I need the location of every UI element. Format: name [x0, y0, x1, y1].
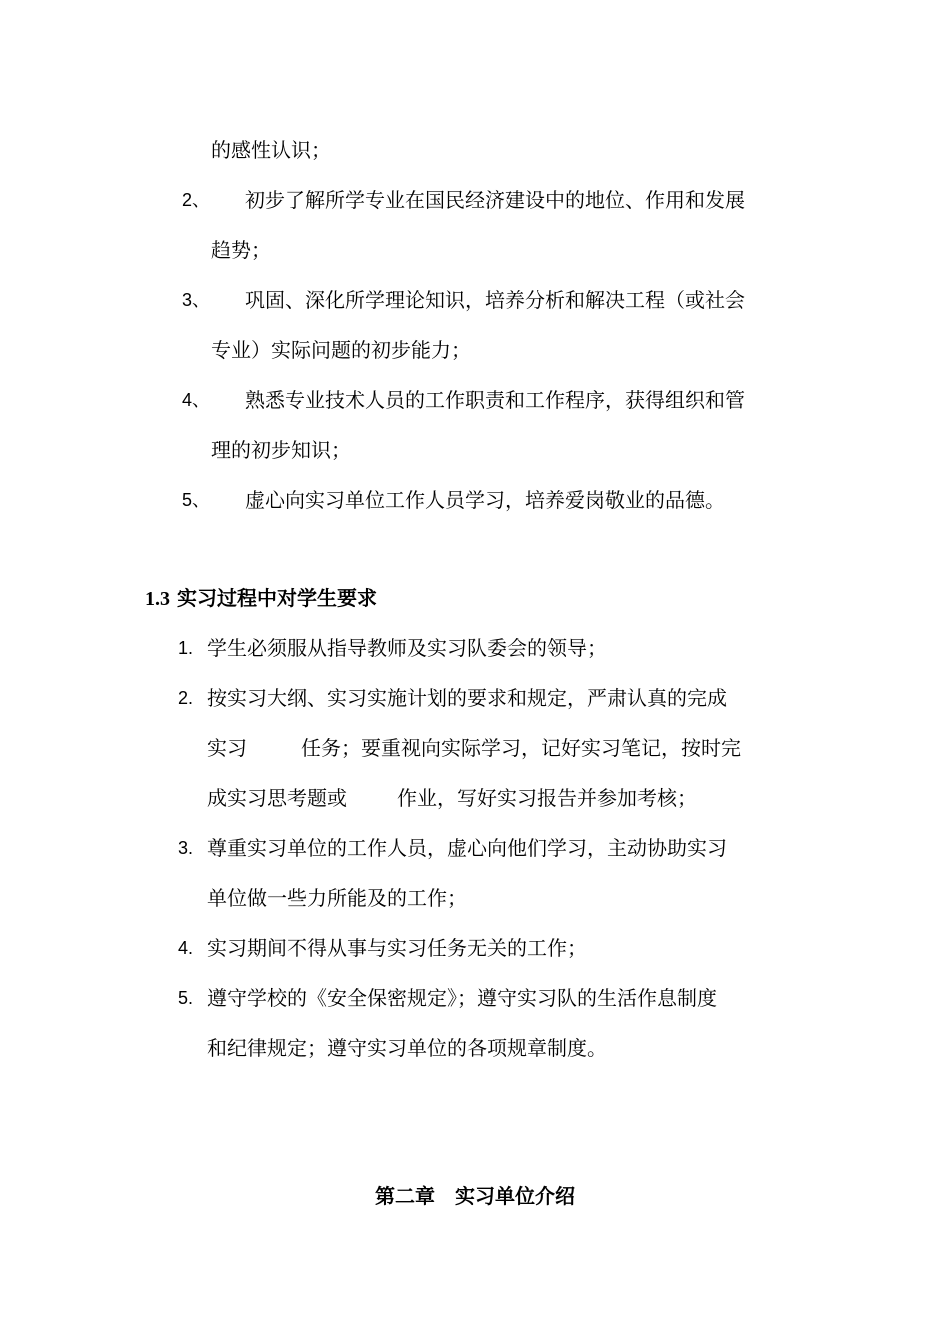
- list-b-item5-number: 5.: [178, 988, 194, 1008]
- chapter-2-heading: 第二章 实习单位介绍: [375, 1184, 575, 1208]
- list-a-item2-line1: 初步了解所学专业在国民经济建设中的地位、作用和发展: [245, 188, 745, 212]
- list-b-item4-number: 4.: [178, 938, 194, 958]
- section-number: 1.3: [145, 588, 170, 610]
- list-a-item3-number: 3、: [182, 290, 211, 310]
- list-b-item3-line2: 单位做一些力所能及的工作；: [207, 886, 467, 910]
- list-a-item1-continuation: 的感性认识；: [211, 138, 331, 162]
- list-a-item4-line1: 熟悉专业技术人员的工作职责和工作程序，获得组织和管: [245, 388, 745, 412]
- list-b-item1-number: 1.: [178, 638, 194, 658]
- list-a-item4-number: 4、: [182, 390, 211, 410]
- list-b-item5-line1: 遵守学校的《安全保密规定》；遵守实习队的生活作息制度: [207, 986, 717, 1010]
- list-b-item2-line2b: 任务；要重视向实际学习，记好实习笔记，按时完: [301, 736, 741, 760]
- list-b-item2-line3b: 作业，写好实习报告并参加考核；: [397, 786, 697, 810]
- section-heading-1-3: [145, 584, 377, 613]
- list-b-item1-line1: 学生必须服从指导教师及实习队委会的领导；: [207, 636, 607, 660]
- list-b-item4-line1: 实习期间不得从事与实习任务无关的工作；: [207, 936, 587, 960]
- section-title: 实习过程中对学生要求: [176, 586, 377, 610]
- list-a-item4-line2: 理的初步知识；: [211, 438, 351, 462]
- list-b-item3-number: 3.: [178, 838, 194, 858]
- list-b-item2-line2a: 实习: [207, 736, 247, 760]
- list-b-item2-line3a: 成实习思考题或: [207, 786, 347, 810]
- list-b-item2-number: 2.: [178, 688, 194, 708]
- list-a-item5-line1: 虚心向实习单位工作人员学习，培养爱岗敬业的品德。: [245, 488, 725, 512]
- list-b-item2-line1: 按实习大纲、实习实施计划的要求和规定，严肃认真的完成: [207, 686, 727, 710]
- list-b-item3-line1: 尊重实习单位的工作人员，虚心向他们学习，主动协助实习: [207, 836, 727, 860]
- list-a-item3-line2: 专业）实际问题的初步能力；: [211, 338, 471, 362]
- list-a-item5-number: 5、: [182, 490, 211, 510]
- list-b-item5-line2: 和纪律规定；遵守实习单位的各项规章制度。: [207, 1036, 607, 1060]
- list-a-item3-line1: 巩固、深化所学理论知识，培养分析和解决工程（或社会: [245, 288, 745, 312]
- list-a-item2-line2: 趋势；: [211, 238, 271, 262]
- list-a-item2-number: 2、: [182, 190, 211, 210]
